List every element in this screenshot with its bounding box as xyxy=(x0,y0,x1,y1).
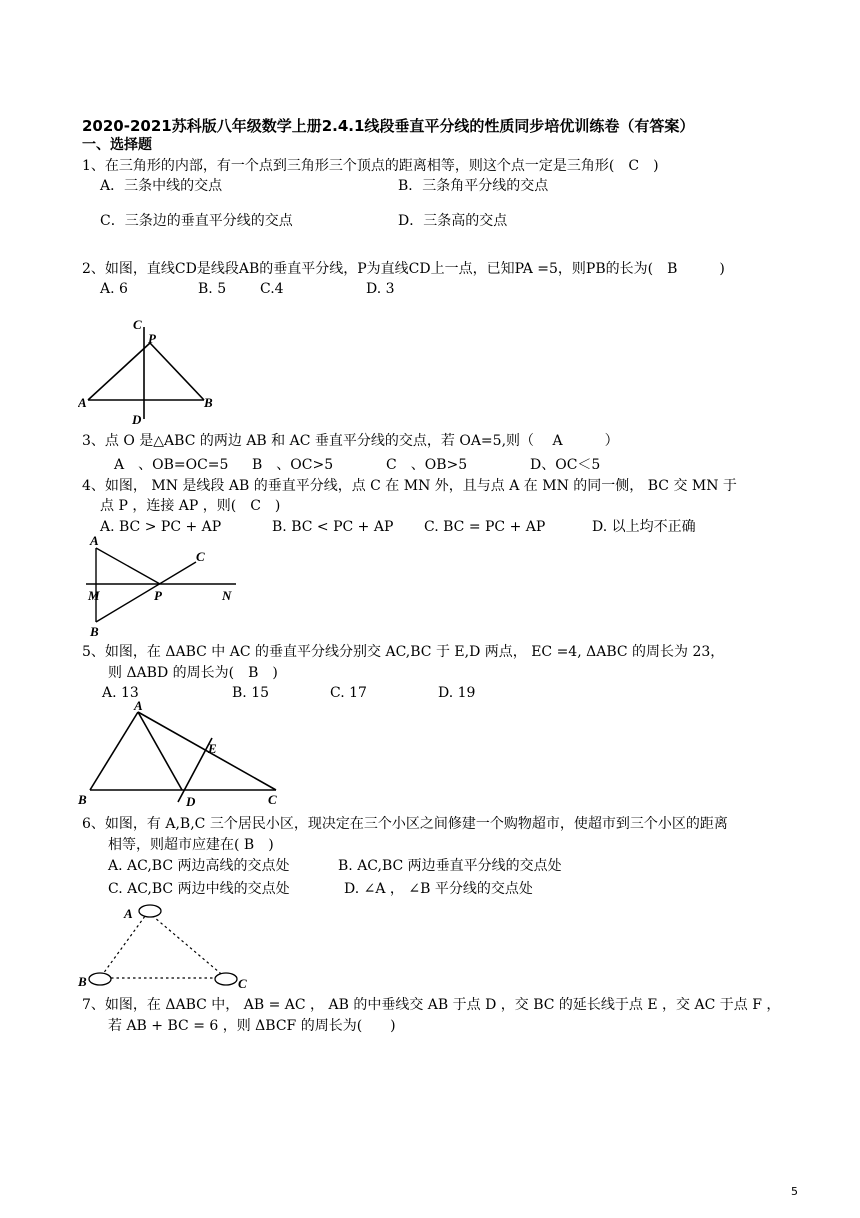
q5-option-b: B. 15 xyxy=(232,685,270,701)
fig5-label-a: A xyxy=(134,698,143,713)
q3-option-c: C 、OB>5 xyxy=(386,457,468,473)
figure-q2 xyxy=(78,315,228,427)
q3-option-b: B 、OC>5 xyxy=(252,457,334,473)
fig5-label-e: E xyxy=(208,741,217,756)
figure-q4 xyxy=(78,532,248,640)
q3-option-a: A 、OB=OC=5 xyxy=(114,457,229,473)
q1-option-a: A．三条中线的交点 xyxy=(100,178,223,194)
fig4-label-b: B xyxy=(90,624,99,639)
fig2-label-b: B xyxy=(204,395,213,410)
question-7-stem-cont: 若 AB + BC = 6 ，则 ΔBCF 的周长为( ) xyxy=(108,1018,396,1034)
question-3-stem: 3、点 O 是△ABC 的两边 AB 和 AC 垂直平分线的交点，若 OA=5,则（ A ） xyxy=(82,433,619,449)
q5-option-c: C. 17 xyxy=(330,685,367,701)
q4-option-a: A. BC > PC + AP xyxy=(100,519,222,535)
q6-option-b: B. AC,BC 两边垂直平分线的交点处 xyxy=(338,858,562,874)
fig6-label-a: A xyxy=(124,906,133,921)
fig6-label-b: B xyxy=(78,974,87,989)
fig2-label-p: P xyxy=(148,331,156,346)
question-4-stem: 4、如图， MN 是线段 AB 的垂直平分线，点 C 在 MN 外，且与点 A 在 MN 的同一侧， BC 交 MN 于 xyxy=(82,478,737,494)
figure-q6 xyxy=(76,898,256,996)
question-4-stem-cont: 点 P ，连接 AP ，则( C ) xyxy=(100,498,281,514)
q5-option-d: D. 19 xyxy=(438,685,476,701)
fig6-label-c: C xyxy=(238,976,247,991)
q2-option-c: C.4 xyxy=(260,281,284,297)
q2-option-a: A. 6 xyxy=(100,281,128,297)
q4-option-d: D. 以上均不正确 xyxy=(592,519,696,535)
q6-option-a: A. AC,BC 两边高线的交点处 xyxy=(108,858,290,874)
fig4-label-c: C xyxy=(196,549,205,564)
q2-option-b: B. 5 xyxy=(198,281,227,297)
question-2-stem: 2、如图，直线CD是线段AB的垂直平分线，P为直线CD上一点，已知PA =5，则PB的长为( B ) xyxy=(82,261,725,277)
fig5-label-b: B xyxy=(78,792,87,807)
q4-option-b: B. BC < PC + AP xyxy=(272,519,394,535)
q6-option-c: C. AC,BC 两边中线的交点处 xyxy=(108,881,290,897)
question-7-stem: 7、如图，在 ΔABC 中， AB = AC ， AB 的中垂线交 AB 于点 D ，交 BC 的延长线于点 E ，交 AC 于点 F ， xyxy=(82,997,781,1013)
fig4-label-n: N xyxy=(222,588,232,603)
q1-option-b: B．三条角平分线的交点 xyxy=(398,178,549,194)
question-6-stem: 6、如图，有 A,B,C 三个居民小区，现决定在三个小区之间修建一个购物超市，使超市到三个小区的距离 xyxy=(82,816,728,832)
page-title: 2020-2021苏科版八年级数学上册2.4.1线段垂直平分线的性质同步培优训练卷（有答案） xyxy=(82,117,695,135)
q1-option-c: C．三条边的垂直平分线的交点 xyxy=(100,213,293,229)
q4-option-c: C. BC = PC + AP xyxy=(424,519,546,535)
fig2-label-a: A xyxy=(78,395,87,410)
q3-option-d: D、OC＜5 xyxy=(530,457,601,473)
q6-option-d: D. ∠A ， ∠B 平分线的交点处 xyxy=(344,881,533,897)
page-number: 5 xyxy=(791,1185,798,1198)
question-5-stem: 5、如图，在 ΔABC 中 AC 的垂直平分线分别交 AC,BC 于 E,D 两点， EC =4, ΔABC 的周长为 23， xyxy=(82,644,725,660)
fig4-label-p: P xyxy=(154,588,162,603)
question-1-stem: 1、在三角形的内部，有一个点到三角形三个顶点的距离相等，则这个点一定是三角形( C ) xyxy=(82,158,659,174)
q2-option-d: D. 3 xyxy=(366,281,395,297)
question-5-stem-cont: 则 ΔABD 的周长为( B ) xyxy=(108,665,278,681)
fig2-label-c: C xyxy=(133,317,142,332)
figure-q5 xyxy=(76,698,296,810)
question-6-stem-cont: 相等，则超市应建在( B ) xyxy=(108,837,274,853)
section-heading: 一、选择题 xyxy=(82,137,152,153)
fig4-label-m: M xyxy=(88,588,100,603)
q5-option-a: A. 13 xyxy=(102,685,139,701)
fig4-label-a: A xyxy=(90,533,99,548)
fig2-label-d: D xyxy=(132,412,142,427)
q1-option-d: D．三条高的交点 xyxy=(398,213,508,229)
fig5-label-d: D xyxy=(186,794,196,809)
fig5-label-c: C xyxy=(268,792,277,807)
